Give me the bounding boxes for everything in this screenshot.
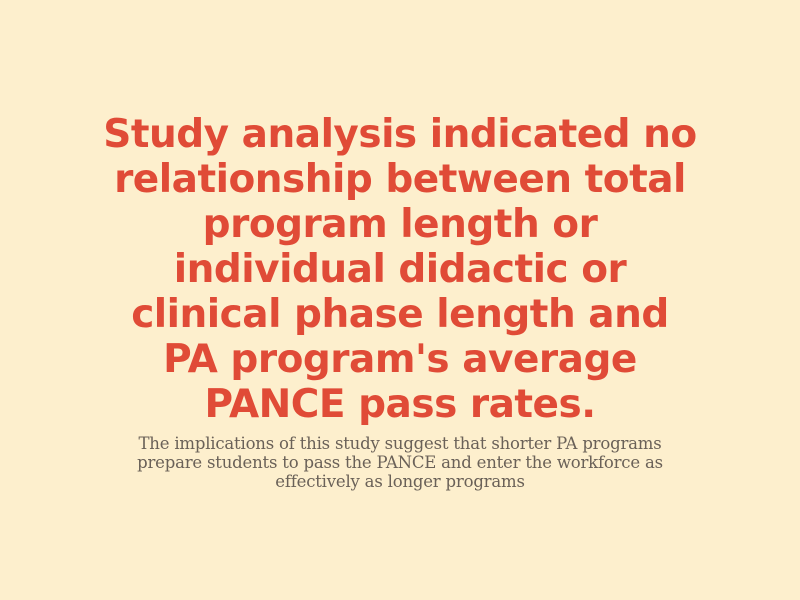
headline: Study analysis indicated no relationship between total program length or individual didactic or clinical phase length and PA program's average PANCE pass rates. xyxy=(103,112,697,427)
subtext: The implications of this study suggest that shorter PA programs prepare students to pass the PANCE and enter the workforce as effectively as longer programs xyxy=(137,434,663,491)
